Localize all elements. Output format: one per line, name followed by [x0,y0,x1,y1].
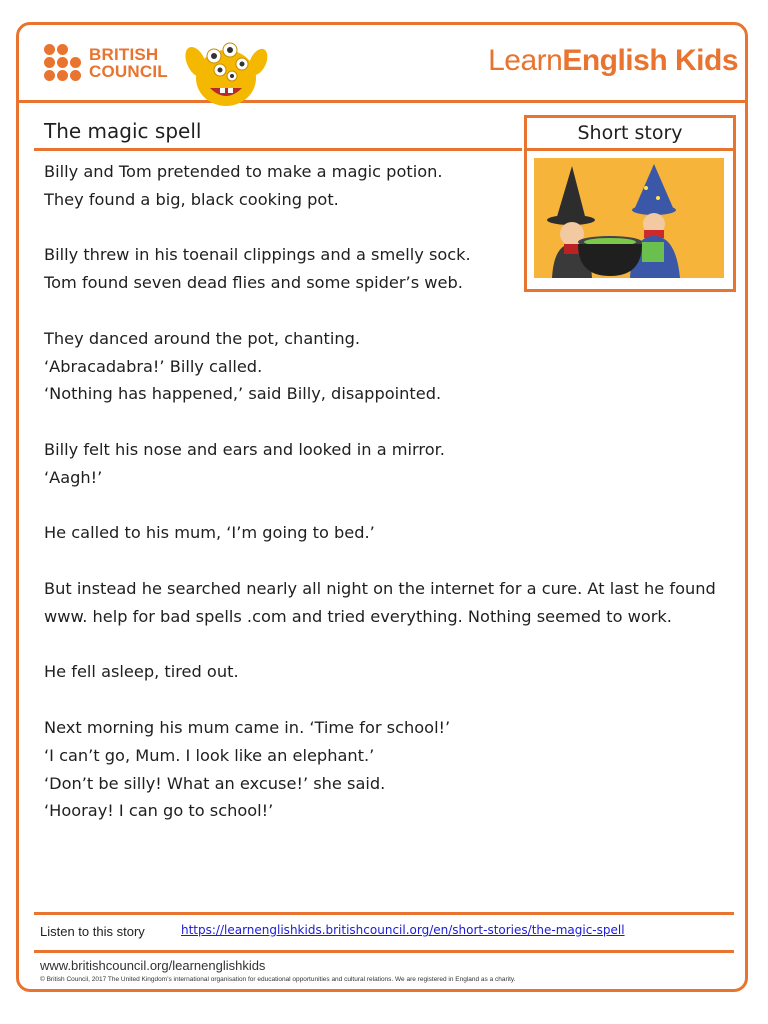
story-paragraph [44,241,734,297]
story-paragraph [44,575,734,631]
listen-divider-top [34,912,734,915]
story-line: ‘Don’t be silly! What an excuse!’ she said. [44,773,386,793]
story-line: ‘Abracadabra!’ Billy called. [44,356,263,376]
bc-logo-line2: COUNCIL [89,61,168,81]
brand-bold: English Kids [562,44,738,77]
story-line: ‘I can’t go, Mum. I look like an elephant.’ [44,745,375,765]
story-line: He called to his mum, ‘I’m going to bed.’ [44,523,375,543]
story-paragraph [44,519,734,547]
header-divider [19,100,746,103]
monster-mascot-icon [176,32,272,112]
listen-divider-bottom [34,950,734,953]
bc-logo-line1: BRITISH [89,44,159,64]
page-title: The magic spell [44,119,202,143]
british-council-logo [44,44,168,81]
listen-label: Listen to this story [40,924,145,939]
story-paragraph [44,714,734,825]
story-line: Billy felt his nose and ears and looked in a mirror. [44,439,445,459]
story-line: Next morning his mum came in. ‘Time for school!’ [44,717,451,737]
story-paragraph [44,325,734,408]
story-line: Billy and Tom pretended to make a magic potion. [44,162,443,181]
story-line: They danced around the pot, chanting. [44,328,361,348]
story-line: ‘Nothing has happened,’ said Billy, disappointed. [44,384,442,404]
footer-url: www.britishcouncil.org/learnenglishkids [40,958,266,973]
story-audio-link[interactable]: https://learnenglishkids.britishcouncil.org/en/short-stories/the-magic-spell [181,923,625,937]
resource-type-label: Short story [524,115,736,151]
story-line: They found a big, black cooking pot. [44,189,339,209]
story-line: But instead he searched nearly all night on the internet for a cure. At last he found www. help for bad spells .com and tried everything. Nothing seemed to work. [44,578,716,626]
story-line: ‘Aagh!’ [44,467,103,487]
british-council-dots-icon [44,44,81,81]
story-line: ‘Hooray! I can go to school!’ [44,801,274,821]
story-line: Billy threw in his toenail clippings and a smelly sock. [44,245,471,265]
story-paragraph [44,658,734,686]
learnenglish-kids-logo [488,44,738,78]
story-line: He fell asleep, tired out. [44,662,239,682]
brand-light: Learn [488,44,563,77]
title-underline [34,148,522,151]
story-line: Tom found seven dead flies and some spider’s web. [44,273,463,293]
story-paragraph [44,436,734,492]
footer-copyright: © British Council, 2017 The United Kingdom’s international organisation for educational opportunities and cultural relations. We are registered in England as a charity. [40,976,516,983]
story-text [44,158,734,853]
story-paragraph [44,158,734,214]
